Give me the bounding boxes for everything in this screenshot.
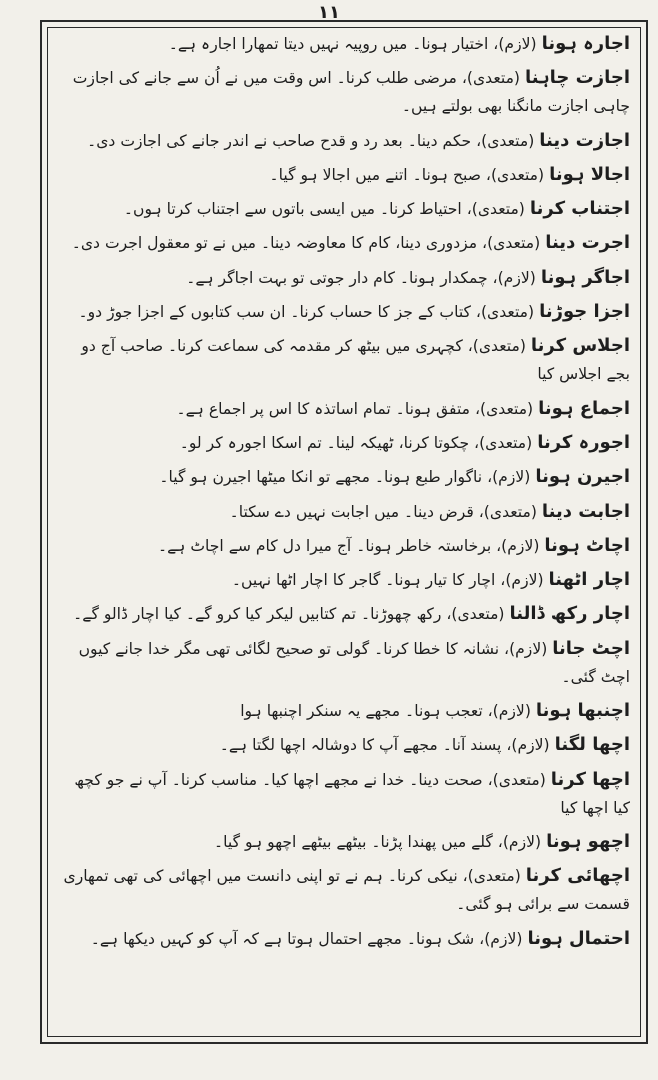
dictionary-entry bbox=[60, 195, 630, 223]
dictionary-entry bbox=[60, 925, 630, 953]
entry-headword: اجاگر ہونا bbox=[540, 266, 630, 288]
dictionary-entry bbox=[60, 828, 630, 856]
entry-definition: (لازم)، پسند آنا۔ مجھے آپ کا دوشالہ اچھا لگتا ہے۔ bbox=[219, 736, 550, 755]
dictionary-entry bbox=[60, 395, 630, 423]
dictionary-entry bbox=[60, 127, 630, 155]
entry-definition: (متعدی)، کچہری میں بیٹھ کر مقدمہ کی سماعت کرنا۔ صاحب آج دو بجے اجلاس کیا bbox=[81, 337, 630, 384]
entry-headword: اجماع ہونا bbox=[538, 397, 630, 419]
entry-definition: (لازم)، برخاستہ خاطر ہونا۔ آج میرا دل کام سے اچاٹ ہے۔ bbox=[157, 536, 540, 555]
entry-headword: اچار رکھ ڈالنا bbox=[509, 603, 630, 625]
entry-definition: (متعدی)، مزدوری دینا، کام کا معاوضہ دینا۔ میں نے تو معقول اجرت دی۔ bbox=[71, 234, 541, 253]
dictionary-entry bbox=[60, 566, 630, 594]
entry-definition: (متعدی)، حکم دینا۔ بعد رد و قدح صاحب نے اندر جانے کی اجازت دی۔ bbox=[87, 131, 535, 150]
entry-headword: اجورہ کرنا bbox=[537, 431, 630, 453]
dictionary-entry bbox=[60, 635, 630, 691]
dictionary-entry bbox=[60, 731, 630, 759]
entry-headword: اجلاس کرنا bbox=[530, 335, 630, 357]
entry-definition: (متعدی)، چکوتا کرنا، ٹھیکہ لینا۔ تم اسکا اجورہ کر لو۔ bbox=[179, 433, 533, 452]
entry-definition: (متعدی)، احتیاط کرنا۔ میں ایسی باتوں سے اجتناب کرتا ہوں۔ bbox=[123, 200, 525, 219]
entry-definition: (لازم)، گلے میں پھندا پڑنا۔ بیٹھے بیٹھے اچھو ہو گیا۔ bbox=[214, 832, 542, 851]
entry-definition: (لازم)، چمکدار ہونا۔ کام دار جوتی تو بہت اجاگر ہے۔ bbox=[186, 268, 536, 287]
entry-definition: (متعدی)، مرضی طلب کرنا۔ اس وقت میں نے اُن سے جانے کی اجازت چاہی اجازت مانگنا بھی بولتے ہیں۔ bbox=[72, 69, 630, 116]
dictionary-entry bbox=[60, 766, 630, 822]
dictionary-entry bbox=[60, 229, 630, 257]
entry-headword: اچھا کرنا bbox=[550, 768, 630, 790]
entry-headword: اجارہ ہونا bbox=[541, 33, 630, 54]
entry-definition: (متعدی)، متفق ہونا۔ تمام اساتذہ کا اس پر اجماع ہے۔ bbox=[176, 399, 534, 418]
entry-definition: (متعدی)، قرض دینا۔ میں اجابت نہیں دے سکتا۔ bbox=[229, 502, 537, 521]
entry-headword: اجیرن ہونا bbox=[535, 466, 630, 488]
entry-headword: اچاٹ ہونا bbox=[544, 534, 630, 556]
dictionary-entry bbox=[60, 64, 630, 120]
entry-definition: (لازم)، تعجب ہونا۔ مجھے یہ سنکر اچنبھا ہوا bbox=[240, 702, 531, 721]
entry-definition: (متعدی)، صحت دینا۔ خدا نے مجھے اچھا کیا۔ مناسب کرنا۔ آپ نے جو کچھ کیا اچھا کیا bbox=[74, 770, 630, 817]
entry-headword: اجازت چاہنا bbox=[524, 67, 630, 89]
entry-headword: اجالا ہونا bbox=[549, 163, 630, 185]
entry-definition: (لازم)، اختیار ہونا۔ میں روپیہ نہیں دیتا تمھارا اجارہ ہے۔ bbox=[168, 35, 537, 53]
dictionary-entry bbox=[60, 30, 630, 58]
page-number: ۱۱ bbox=[318, 2, 340, 23]
entry-headword: اجابت دینا bbox=[541, 500, 630, 522]
dictionary-entry bbox=[60, 298, 630, 326]
entry-headword: اجتناب کرنا bbox=[529, 198, 630, 220]
dictionary-entry bbox=[60, 161, 630, 189]
entry-list bbox=[60, 30, 630, 1030]
entry-headword: اچھو ہونا bbox=[546, 830, 630, 852]
entry-definition: (متعدی)، صبح ہونا۔ اتنے میں اجالا ہو گیا۔ bbox=[269, 165, 545, 184]
dictionary-entry bbox=[60, 532, 630, 560]
entry-headword: اجازت دینا bbox=[539, 129, 630, 151]
entry-definition: (لازم)، شک ہونا۔ مجھے احتمال ہوتا ہے کہ آپ کو کہیں دیکھا ہے۔ bbox=[90, 929, 523, 948]
entry-headword: اچار اٹھنا bbox=[548, 569, 630, 591]
dictionary-entry bbox=[60, 697, 630, 725]
dictionary-entry bbox=[60, 429, 630, 457]
entry-definition: (متعدی)، نیکی کرنا۔ ہم نے تو اپنی دانست میں اچھائی کی تھی تمھاری قسمت سے برائی ہو گئی۔ bbox=[63, 867, 630, 914]
entry-definition: (لازم)، نشانہ کا خطا کرنا۔ گولی تو صحیح لگائی تھی مگر خدا جانے کیوں اچٹ گئی۔ bbox=[78, 639, 630, 686]
entry-headword: اچھائی کرنا bbox=[525, 865, 630, 887]
entry-headword: اجزا جوڑنا bbox=[539, 301, 630, 323]
dictionary-entry bbox=[60, 463, 630, 491]
entry-definition: (لازم)، اچار کا تیار ہونا۔ گاجر کا اچار اٹھا نہیں۔ bbox=[231, 571, 544, 590]
dictionary-entry bbox=[60, 862, 630, 918]
entry-headword: احتمال ہونا bbox=[527, 927, 630, 949]
entry-definition: (متعدی)، رکھ چھوڑنا۔ تم کتابیں لیکر کیا کرو گے۔ کیا اچار ڈالو گے۔ bbox=[73, 605, 505, 624]
entry-headword: اجرت دینا bbox=[545, 232, 630, 254]
entry-definition: (لازم)، ناگوار طبع ہونا۔ مجھے تو انکا میٹھا اجیرن ہو گیا۔ bbox=[159, 468, 531, 487]
entry-headword: اچھا لگنا bbox=[554, 734, 630, 756]
dictionary-entry bbox=[60, 600, 630, 628]
dictionary-entry bbox=[60, 498, 630, 526]
entry-headword: اچنبھا ہونا bbox=[535, 700, 630, 722]
dictionary-entry bbox=[60, 332, 630, 388]
entry-headword: اچٹ جانا bbox=[552, 637, 630, 659]
dictionary-entry bbox=[60, 264, 630, 292]
entry-definition: (متعدی)، کتاب کے جز کا حساب کرنا۔ ان سب کتابوں کے اجزا جوڑ دو۔ bbox=[78, 303, 535, 322]
